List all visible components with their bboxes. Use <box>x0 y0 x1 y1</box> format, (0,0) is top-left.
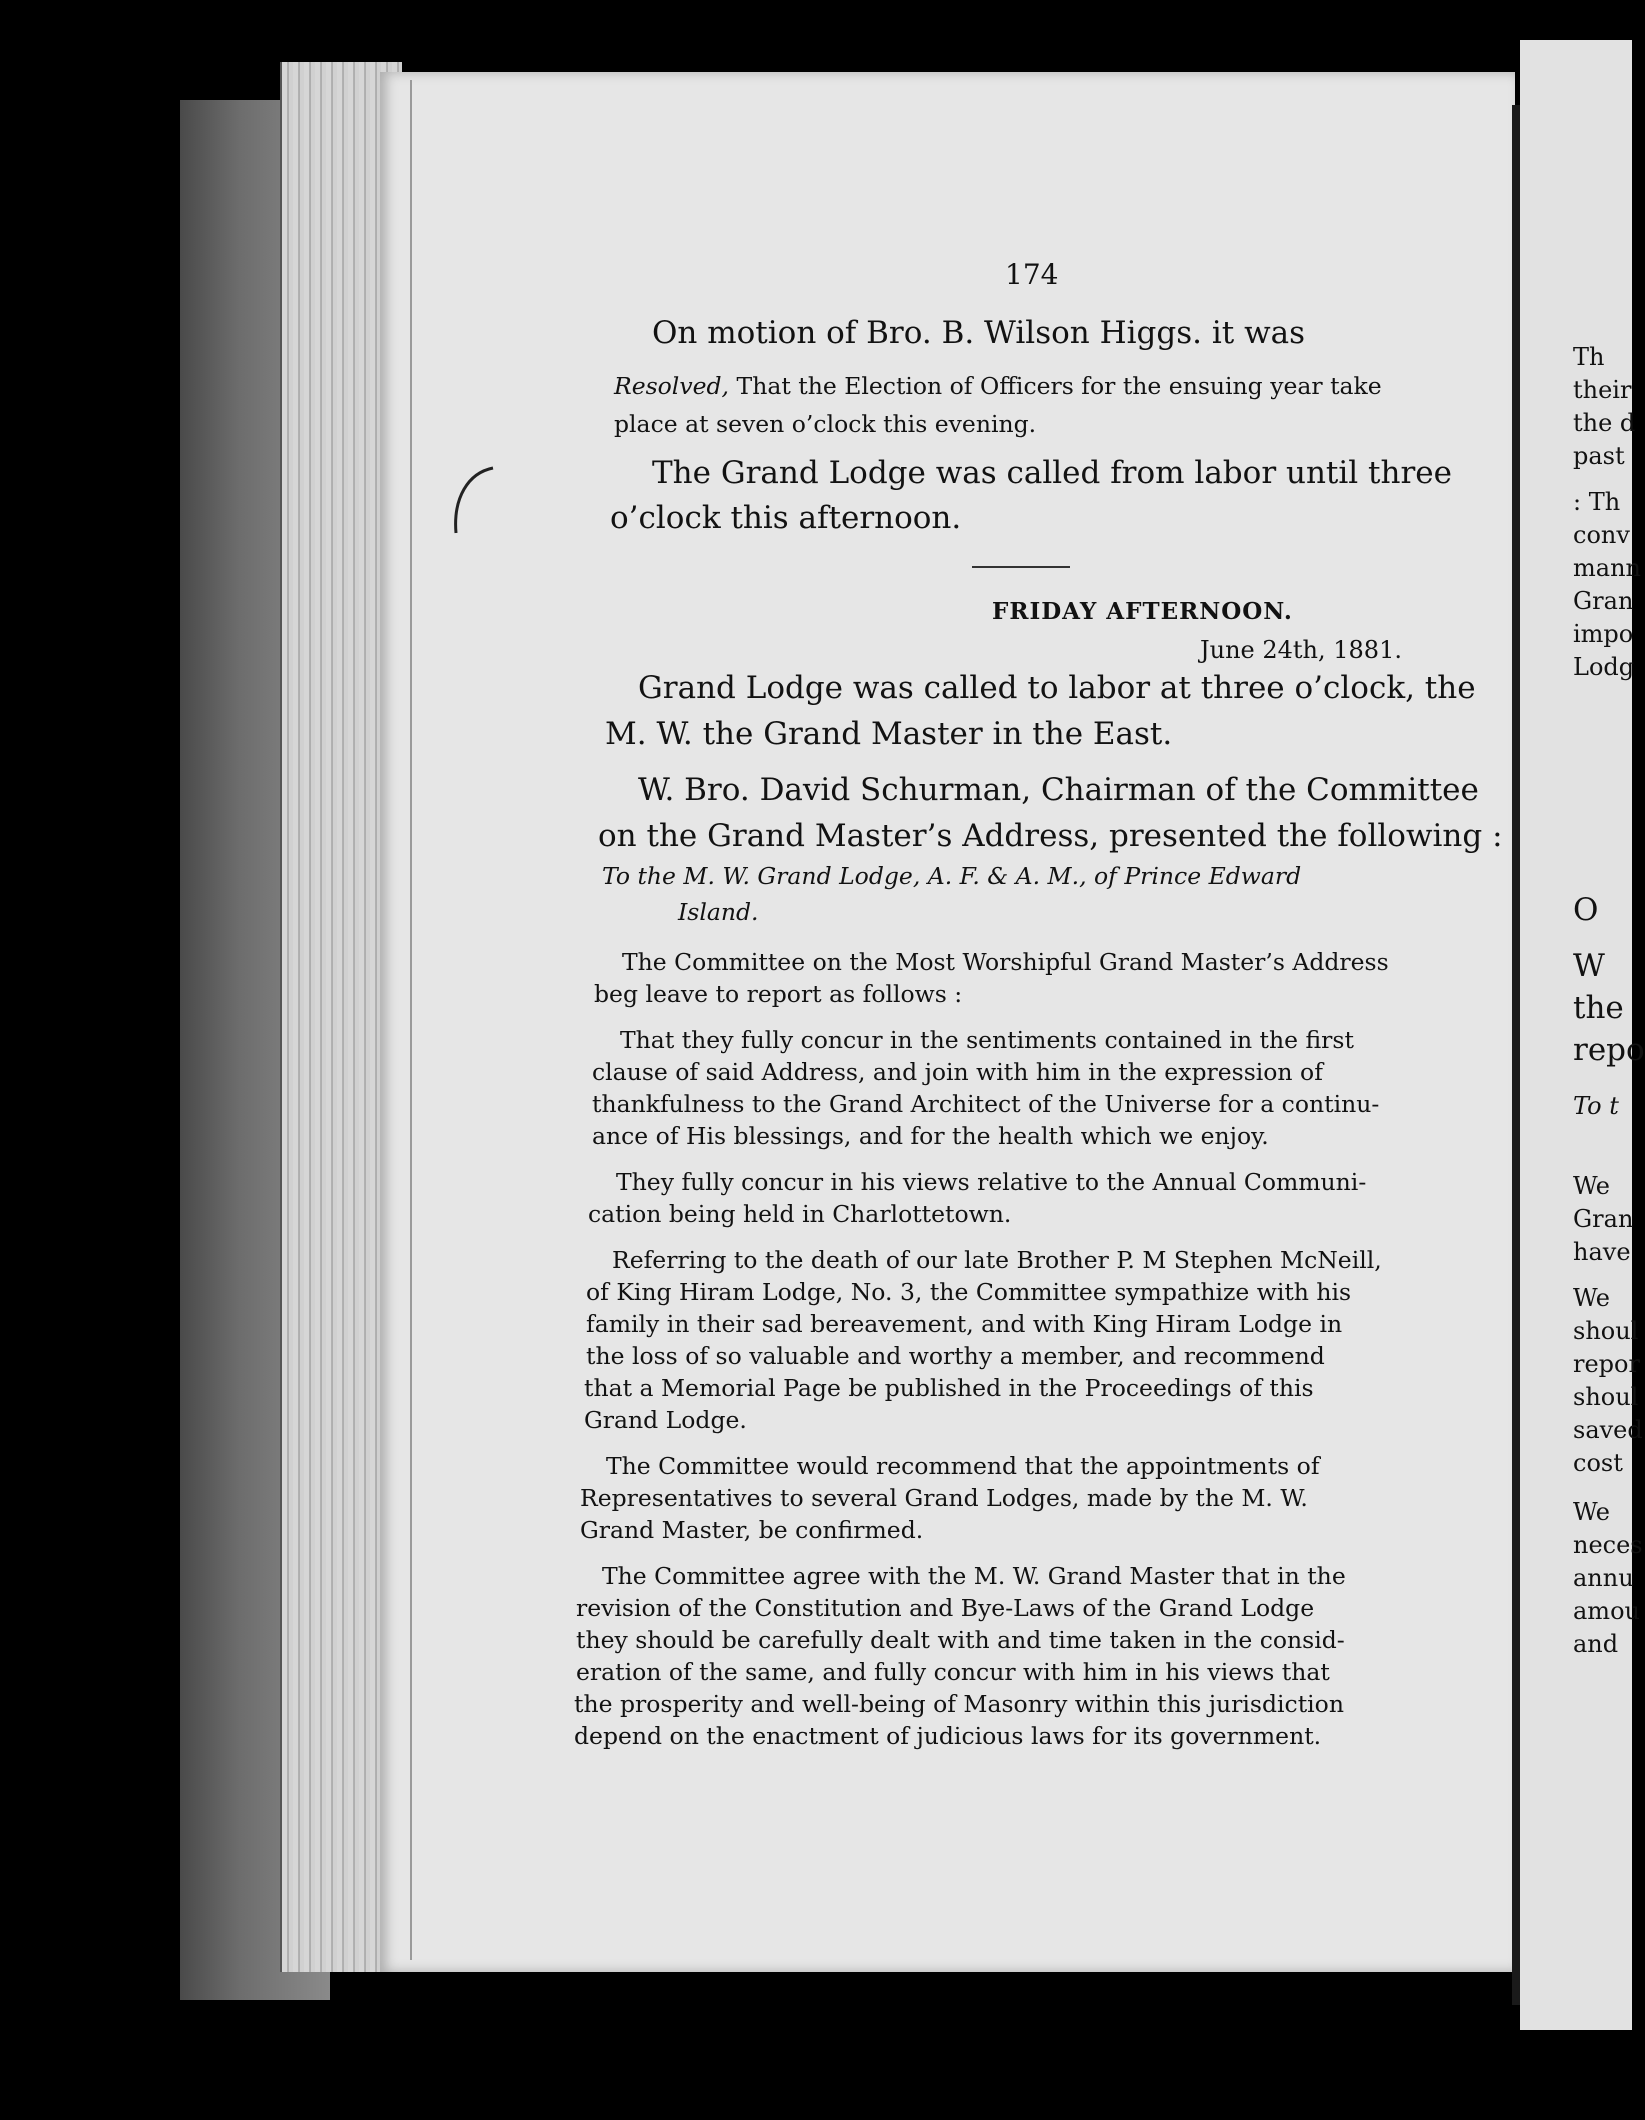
facing-fragment: repor <box>1573 1350 1640 1378</box>
called-to-labor-2: M. W. the Grand Master in the East. <box>605 716 1173 752</box>
motion-line: On motion of Bro. B. Wilson Higgs. it was <box>652 315 1305 351</box>
facing-fragment: amou <box>1573 1597 1640 1625</box>
resolved-line <box>614 372 1382 400</box>
para3-line-2: of King Hiram Lodge, No. 3, the Committee sympathize with his <box>586 1278 1352 1306</box>
para1-line-4: ance of His blessings, and for the health which we enjoy. <box>592 1122 1269 1150</box>
facing-fragment: We <box>1573 1498 1610 1526</box>
facing-fragment: past <box>1573 442 1625 470</box>
report-line-2: beg leave to report as follows : <box>594 980 963 1008</box>
facing-fragment: annu <box>1573 1564 1634 1592</box>
section-heading: FRIDAY AFTERNOON. <box>992 598 1293 625</box>
para1-line-1: That they fully concur in the sentiments contained in the first <box>620 1026 1354 1054</box>
address-salutation-2: Island. <box>678 898 759 926</box>
resolved-text: That the Election of Officers for the ensuing year take <box>736 372 1382 400</box>
resolved-line-2: place at seven o’clock this evening. <box>614 410 1037 438</box>
facing-fragment: conv <box>1573 521 1630 549</box>
facing-fragment: We <box>1573 1284 1610 1312</box>
committee-intro: W. Bro. David Schurman, Chairman of the Committee <box>638 772 1479 808</box>
facing-fragment: their <box>1573 376 1632 404</box>
para5-line-1: The Committee agree with the M. W. Grand Master that in the <box>602 1562 1346 1590</box>
para2-line-2: cation being held in Charlottetown. <box>588 1200 1012 1228</box>
facing-fragment: Gran <box>1573 587 1634 615</box>
para3-line-3: family in their sad bereavement, and with King Hiram Lodge in <box>586 1310 1343 1338</box>
facing-fragment: To t <box>1573 1092 1619 1120</box>
page-number: 174 <box>1005 258 1059 291</box>
para4-line-2: Representatives to several Grand Lodges, made by the M. W. <box>580 1484 1308 1512</box>
committee-intro-2: on the Grand Master’s Address, presented the following : <box>598 818 1503 854</box>
facing-fragment: saved <box>1573 1416 1643 1444</box>
para3-line-5: that a Memorial Page be published in the Proceedings of this <box>584 1374 1314 1402</box>
para5-line-2: revision of the Constitution and Bye-Laws of the Grand Lodge <box>576 1594 1315 1622</box>
facing-fragment: the d <box>1573 409 1636 437</box>
address-salutation: To the M. W. Grand Lodge, A. F. & A. M., of Prince Edward <box>602 862 1302 890</box>
para5-line-3: they should be carefully dealt with and time taken in the consid- <box>576 1626 1345 1654</box>
para3-line-4: the loss of so valuable and worthy a member, and recommend <box>586 1342 1325 1370</box>
para2-line-1: They fully concur in his views relative to the Annual Communi- <box>616 1168 1367 1196</box>
called-from-labor: The Grand Lodge was called from labor until three <box>652 455 1452 491</box>
facing-fragment: Th <box>1573 343 1605 371</box>
resolved-label: Resolved, <box>614 372 730 400</box>
section-date: June 24th, 1881. <box>1200 636 1402 664</box>
para4-line-1: The Committee would recommend that the appointments of <box>606 1452 1320 1480</box>
facing-fragment: Lodg <box>1573 653 1635 681</box>
facing-fragment: W <box>1573 948 1605 984</box>
para3-line-1: Referring to the death of our late Brother P. M Stephen McNeill, <box>612 1246 1382 1274</box>
facing-fragment: shoul <box>1573 1383 1639 1411</box>
section-divider <box>972 566 1070 568</box>
facing-fragment: mann <box>1573 554 1641 582</box>
para3-line-6: Grand Lodge. <box>584 1406 747 1434</box>
facing-fragment: cost <box>1573 1449 1623 1477</box>
called-from-labor-2: o’clock this afternoon. <box>610 500 962 536</box>
para1-line-3: thankfulness to the Grand Architect of the Universe for a continu- <box>592 1090 1380 1118</box>
called-to-labor: Grand Lodge was called to labor at three o’clock, the <box>638 670 1476 706</box>
report-line-1: The Committee on the Most Worshipful Grand Master’s Address <box>622 948 1389 976</box>
para1-line-2: clause of said Address, and join with him in the expression of <box>592 1058 1323 1086</box>
facing-fragment: : Th <box>1573 488 1621 516</box>
para4-line-3: Grand Master, be confirmed. <box>580 1516 924 1544</box>
pencil-mark-icon <box>438 458 498 538</box>
facing-fragment: and <box>1573 1630 1619 1658</box>
facing-fragment: impo <box>1573 620 1634 648</box>
facing-fragment: shoul <box>1573 1317 1639 1345</box>
facing-fragment: O <box>1573 892 1599 928</box>
para5-line-4: eration of the same, and fully concur with him in his views that <box>576 1658 1330 1686</box>
para5-line-5: the prosperity and well-being of Masonry within this jurisdiction <box>574 1690 1344 1718</box>
book-spine <box>1512 105 1520 2005</box>
facing-fragment: the <box>1573 990 1624 1026</box>
facing-fragment: We <box>1573 1172 1610 1200</box>
facing-fragment: repo <box>1573 1032 1645 1068</box>
para5-line-6: depend on the enactment of judicious laws for its government. <box>574 1722 1322 1750</box>
facing-fragment: Gran <box>1573 1205 1634 1233</box>
facing-fragment: have <box>1573 1238 1631 1266</box>
facing-fragment: neces <box>1573 1531 1643 1559</box>
